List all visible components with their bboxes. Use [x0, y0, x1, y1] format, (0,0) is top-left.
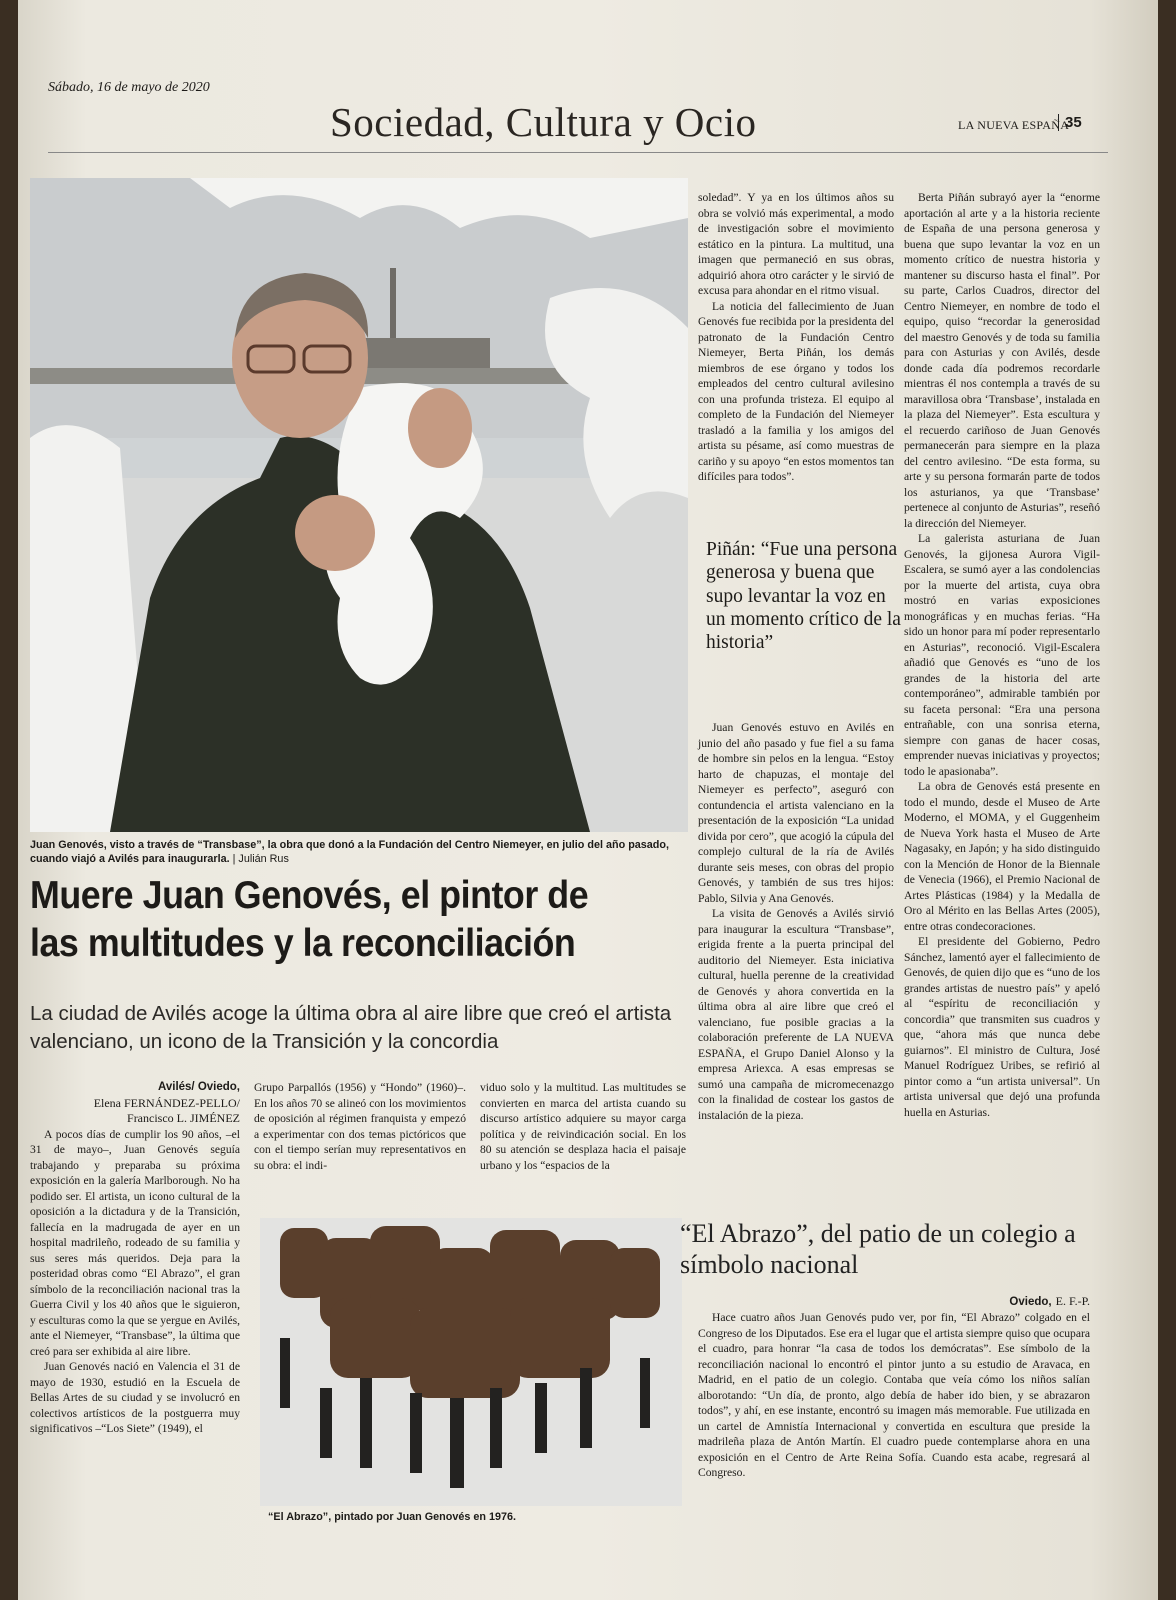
sidebar-headline: “El Abrazo”, del patio de un colegio a símbolo nacional [680, 1219, 1076, 1279]
col4-paragraph: La visita de Genovés a Avilés sirvió para inaugurar la escultura “Transbase”, erigida frente a la puerta principal del auditorio del Niemeyer. Esta iniciativa cultural, huella perenne de la creatividad de Genovés y ahora convertida en la última obra al aire libre que creó el valenciano, fue posible gracias a la colaboración preferente de LA NUEVA ESPAÑA, el Grupo Daniel Alonso y la empresa Ariexca. A esas empresas se sumó una campaña de micromecenazgo con la finalidad de costear los gastos de instalación de la pieza. [698, 907, 894, 1122]
sidebar-byline-place: Oviedo, [1009, 1296, 1052, 1308]
col3-paragraph: viduo solo y la multitud. Las multitudes se convierten en marca del artista cuando su discurso artístico adquiere su mayor carga política y de reivindicación social. En los 80 su atención se desplaza hacia el paisaje urbano y los “espacios de la [480, 1081, 686, 1172]
sidebar-byline-author: E. F.-P. [1055, 1294, 1090, 1308]
el-abrazo-painting [260, 1218, 682, 1506]
col4-paragraph: Juan Genovés estuvo en Avilés en junio del año pasado y fue fiel a su fama de hombre sin pelos en la lengua. “Estoy harto de chapuzas, el montaje del Niemeyer es perfecto”, aseguró con contundencia el artista valenciano en la presentación de la exposición “La unidad divida por cero”, que acogió la cúpula del complejo cultural de la ría de Avilés durante seis meses, con obras del propio Genovés, y también de sus tres hijos: Pablo, Silvia y Ana Genovés. [698, 721, 894, 905]
col5-paragraph: La galerista asturiana de Juan Genovés, la gijonesa Aurora Vigil-Escalera, se sumó ayer a las condolencias por la muerte del artista, cuya obra mostró en varias exposiciones monográficas y en muchas ferias. “Ha sido un honor para mí poder representarlo en Asturias”, reconoció. Vigil-Escalera añadió que Genovés es “uno de los grandes de la historia del arte contemporáneo”, admirable también por su faceta personal: “Era una persona entrañable, con una sonrisa eterna, siempre con ganas de hacer cosas, emprender nuevas iniciativas y proyectos; todo le apasionaba”. [904, 532, 1100, 778]
page-number: 35 [1058, 114, 1082, 131]
painting-crowd-embrace [260, 1218, 682, 1506]
col4-paragraph: La noticia del fallecimiento de Juan Genovés fue recibida por la presidenta del patronato de la Fundación Centro Niemeyer, Berta Piñán, los demás miembros de ese órgano y todos los empleados del centro cultural avilesino con una profunda tristeza. El equipo al completo de la Fundación del Niemeyer trasladó a la familia y los amigos del artista su pésame, así como muestras de cariño y su apoyo “en estos momentos tan difíciles para todos”. [698, 299, 894, 483]
col1-paragraph: Juan Genovés nació en Valencia el 31 de mayo de 1930, estudió en la Escuela de Bellas Artes de su ciudad y se involucró en colectivos artísticos de la postguerra muy significativos –“Los Siete” (1949), el [30, 1360, 240, 1435]
article-col-1 [30, 1080, 240, 1437]
pull-quote: Piñán: “Fue una persona generosa y buena que supo levantar la voz en un momento crítico de la historia” [706, 539, 901, 654]
col4-paragraph: soledad”. Y ya en los últimos años su obra se volvió más experimental, a modo de investigación sobre el movimiento estático en la pintura. La multitud, una imagen que permaneció en sus obras, adquirió ahora otro carácter y le sirvió de excusa para ahondar en el ritmo visual. [698, 191, 894, 297]
byline-place: Avilés/ Oviedo, [157, 1081, 240, 1093]
col1-paragraph: A pocos días de cumplir los 90 años, –el 31 de mayo–, Juan Genovés seguía trabajando y preparaba su próxima exposición en la galería Marlborough. No ha podido ser. El artista, un icono cultural de la oposición a la dictadura y de la Transición, fallecía en la madrugada de ayer en un hospital madrileño, rodeado de su familia y sus seres más queridos. Deja para la posteridad obras como “El Abrazo”, el gran símbolo de la reconciliación nacional tras la Guerra Civil y los 40 años que le siguieron, y esculturas como la que se yergue en Avilés, ante el Niemeyer, “Transbase”, la última que creó para ser exhibida al aire libre. [30, 1127, 240, 1358]
byline-author-2: Francisco L. JIMÉNEZ [127, 1111, 240, 1125]
photo-credit: | Julián Rus [232, 853, 289, 865]
col5-paragraph: La obra de Genovés está presente en todo el mundo, desde el Museo de Arte Moderno, el MOMA, y el Guggenheim de Nueva York hasta el Museo de Arte Nagasaky, en Japón; y ha sido distinguido con la Mención de Honor de la Biennale de Venecia (1966), el Premio Nacional de Artes Plásticas (1984) y la Medalla de Oro al Mérito en las Bellas Artes (2005), entre otras condecoraciones. [904, 780, 1100, 933]
sidebar-paragraph: Hace cuatro años Juan Genovés pudo ver, por fin, “El Abrazo” colgado en el Congreso de los Diputados. Ese era el lugar que el artista siempre quiso que ocupara el cuadro, para honrar “la casa de todos los demócratas”. Ese símbolo de la reconciliación nacional lo encontró el pintor junto a su estudio de Aravaca, en Madrid, en el patio de un colegio. Contaba que veía cómo los niños salían alborotando: “Un día, de pronto, algo debía de haber ido bien, y se abrazaron todos”, y ahí, en ese instante, encontró su imagen más memorable. Fue utilizada en un cartel de Amnistía Internacional y convertida en escultura que preside la madrileña plaza de Antón Martín. El cuadro puede contemplarse ahora en una exposición en el Centro de Arte Reina Sofía. Cuando esta acabe, regresará al Congreso. [698, 1311, 1090, 1479]
article-col-2 [254, 1080, 466, 1173]
issue-date: Sábado, 16 de mayo de 2020 [48, 80, 210, 95]
headline: Muere Juan Genovés, el pintor de las multitudes y la reconciliación [30, 874, 589, 965]
article-col-3 [480, 1080, 686, 1173]
byline-author-1: Elena FERNÁNDEZ-PELLO/ [93, 1095, 240, 1110]
section-title: Sociedad, Cultura y Ocio [330, 99, 757, 145]
newspaper-page [18, 0, 1158, 1600]
main-photo-caption [30, 838, 690, 866]
sidebar-text [698, 1310, 1090, 1481]
col2-paragraph: Grupo Parpallós (1956) y “Hondo” (1960)–. En los años 70 se alineó con los movimientos de oposición al régimen franquista y empezó a experimentar con dos temas pictóricos que con el tiempo serían muy representativos en su obra: el indi- [254, 1081, 466, 1172]
sidebar-byline [698, 1292, 1090, 1310]
article-col-4-top [698, 190, 894, 485]
col5-paragraph: El presidente del Gobierno, Pedro Sánchez, lamentó ayer el fallecimiento de Genovés, de quien dijo que es “uno de los grandes artistas de nuestro país” y apeló al “espíritu de reconciliación y concordia” que transmiten sus cuadros y que, “ahora más que nunca debe guiarnos”. El ministro de Cultura, José Manuel Rodríguez Uribes, se refirió al pintor como a “un artista universal”. Un artista universal que dejó una profunda huella en Asturias. [904, 935, 1100, 1119]
photo-genoves-transbase [30, 178, 688, 832]
caption-text: Juan Genovés, visto a través de “Transbase”, la obra que donó a la Fundación del Centro Niemeyer, en julio del año pasado, cuando viajó a Avilés para inaugurarla. [30, 839, 669, 865]
el-abrazo-caption: “El Abrazo”, pintado por Juan Genovés en 1976. [268, 1511, 516, 1523]
newspaper-name: LA NUEVA ESPAÑA [958, 118, 1070, 132]
col5-paragraph: Berta Piñán subrayó ayer la “enorme aportación al arte y a la historia reciente de España de una persona generosa y buena que supo levantar la voz en un momento crítico de nuestra historia y mantener su discurso hasta el final”. Por su parte, Carlos Cuadros, director del Centro Niemeyer, en nombre de todo el equipo, quiso “recordar la generosidad del maestro Genovés y de toda su familia para con Asturias y con Avilés, desde donde cada día podremos recordarle mientras él nos contempla a través de su maravillosa obra ‘Transbase’, instalada en la plaza del Niemeyer”. Esta escultura y el recuerdo cariñoso de Juan Genovés permanecerán para siempre en la plaza del centro avilesino. “De esta forma, su arte y su persona formarán parte de todos los asturianos, ya que ‘Transbase’ pertenece al conjunto de Asturias”, reseñó la dirección del Niemeyer. [904, 191, 1100, 530]
subheadline: La ciudad de Avilés acoge la última obra al aire libre que creó el artista valenciano, un icono de la Transición y la concordia [30, 1002, 672, 1053]
main-photo [30, 178, 688, 832]
article-col-4-bottom [698, 720, 894, 1123]
header-rule [48, 152, 1108, 153]
article-col-5 [904, 190, 1100, 1120]
